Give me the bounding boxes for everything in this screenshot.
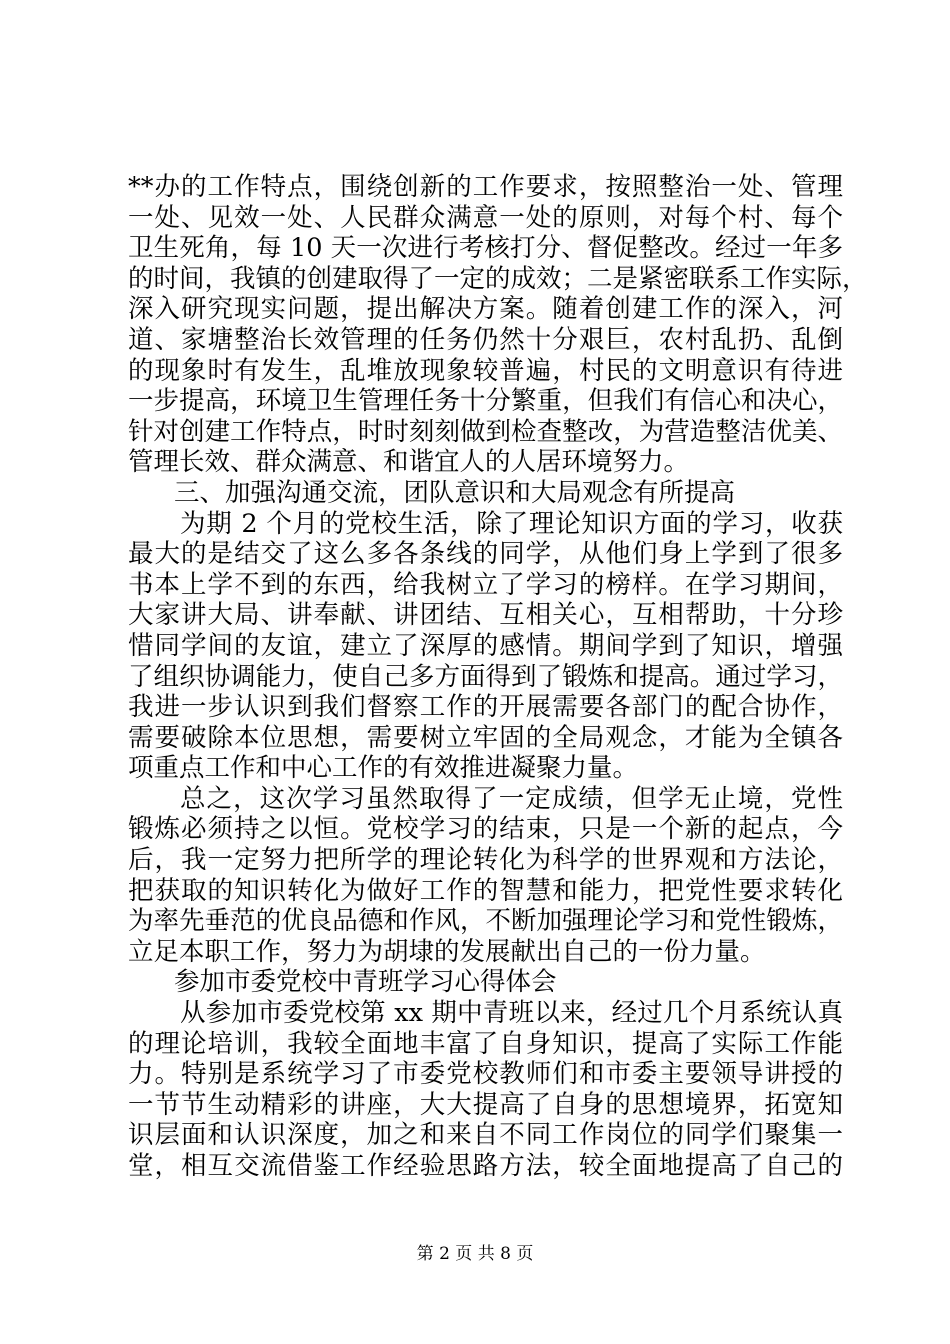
text-line: 立足本职工作，努力为胡埭的发展献出自己的一份力量。 xyxy=(128,936,766,967)
text-line: 的理论培训，我较全面地丰富了自身知识，提高了实际工作能 xyxy=(128,1028,843,1059)
text-line: 我进一步认识到我们督察工作的开展需要各部门的配合协作， xyxy=(128,692,843,723)
text-line: 后，我一定努力把所学的理论转化为科学的世界观和方法论， xyxy=(128,845,843,876)
text-line: 最大的是结交了这么多各条线的同学，从他们身上学到了很多 xyxy=(128,539,843,570)
text-line: 惜同学间的友谊，建立了深厚的感情。期间学到了知识，增强 xyxy=(128,630,843,661)
text-line: 书本上学不到的东西，给我树立了学习的榜样。在学习期间， xyxy=(128,569,843,600)
text-line: 深入研究现实问题，提出解决方案。随着创建工作的深入，河 xyxy=(128,294,843,325)
text-line: 需要破除本位思想，需要树立牢固的全局观念，才能为全镇各 xyxy=(128,722,843,753)
text-line: 为期 2 个月的党校生活，除了理论知识方面的学习，收获 xyxy=(180,508,843,539)
text-line: 的时间，我镇的创建取得了一定的成效；二是紧密联系工作实际， xyxy=(128,263,868,294)
text-line: 项重点工作和中心工作的有效推进凝聚力量。 xyxy=(128,753,639,784)
article-title: 参加市委党校中青班学习心得体会 xyxy=(174,967,557,998)
text-line: 堂，相互交流借鉴工作经验思路方法，较全面地提高了自己的 xyxy=(128,1151,843,1181)
text-line: 管理长效、群众满意、和谐宜人的人居环境努力。 xyxy=(128,447,690,478)
section-heading: 三、加强沟通交流，团队意识和大局观念有所提高 xyxy=(174,477,736,508)
text-line: 总之，这次学习虽然取得了一定成绩，但学无止境，党性 xyxy=(180,783,843,814)
page-number-footer: 第 2 页 共 8 页 xyxy=(416,1244,534,1264)
document-body xyxy=(128,172,868,1182)
text-line: 一节节生动精彩的讲座，大大提高了自身的思想境界，拓宽知 xyxy=(128,1089,843,1120)
text-line: 锻炼必须持之以恒。党校学习的结束，只是一个新的起点，今 xyxy=(128,814,843,845)
text-line: 针对创建工作特点，时时刻刻做到检查整改，为营造整洁优美、 xyxy=(128,416,843,447)
text-line: 道、家塘整治长效管理的任务仍然十分艰巨，农村乱扔、乱倒 xyxy=(128,324,843,355)
text-line: 了组织协调能力，使自己多方面得到了锻炼和提高。通过学习， xyxy=(128,661,843,692)
text-line: 一步提高，环境卫生管理任务十分繁重，但我们有信心和决心， xyxy=(128,386,843,417)
text-line: 卫生死角，每 10 天一次进行考核打分、督促整改。经过一年多 xyxy=(128,233,843,264)
text-line: 的现象时有发生，乱堆放现象较普遍，村民的文明意识有待进 xyxy=(128,355,843,386)
text-line: 从参加市委党校第 xx 期中青班以来，经过几个月系统认真 xyxy=(180,998,843,1029)
text-line: 为率先垂范的优良品德和作风，不断加强理论学习和党性锻炼， xyxy=(128,906,843,937)
text-line: 大家讲大局、讲奉献、讲团结、互相关心，互相帮助，十分珍 xyxy=(128,600,843,631)
text-line: 把获取的知识转化为做好工作的智慧和能力，把党性要求转化 xyxy=(128,875,843,906)
text-line: 力。特别是系统学习了市委党校教师们和市委主要领导讲授的 xyxy=(128,1059,843,1090)
text-line: 一处、见效一处、人民群众满意一处的原则，对每个村、每个 xyxy=(128,202,843,233)
text-line: **办的工作特点，围绕创新的工作要求，按照整治一处、管理 xyxy=(128,172,843,202)
text-line: 识层面和认识深度，加之和来自不同工作岗位的同学们聚集一 xyxy=(128,1120,843,1151)
